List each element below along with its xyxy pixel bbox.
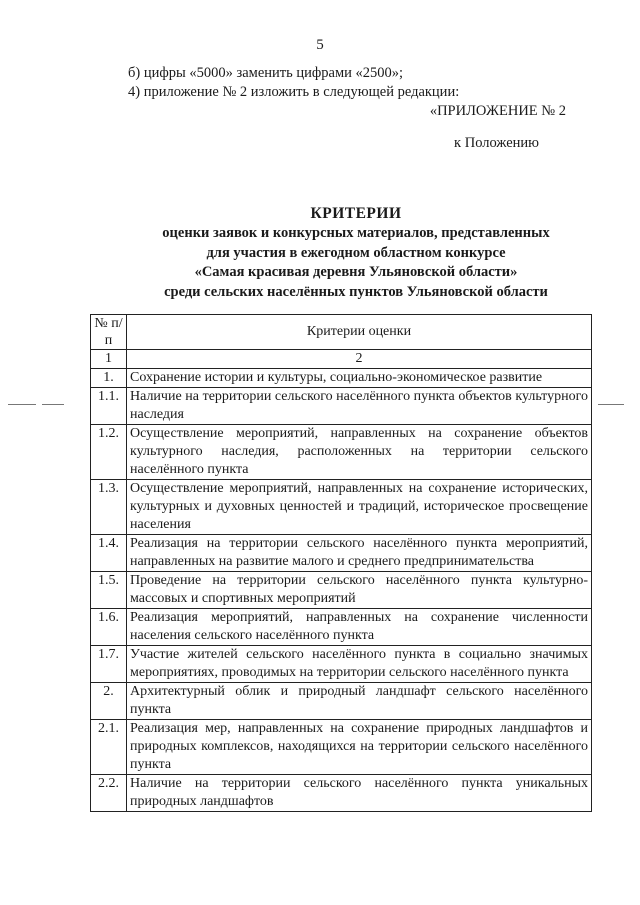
row-criterion: Реализация мер, направленных на сохранение природных ландшафтов и природных комплексов, находящихся на территории сельского населённого пункта xyxy=(127,720,592,775)
scan-margin-mark xyxy=(598,404,624,405)
row-number: 1.7. xyxy=(91,646,127,683)
row-number: 1. xyxy=(91,369,127,388)
row-number: 1.5. xyxy=(91,572,127,609)
page-number: 5 xyxy=(316,37,324,53)
criteria-subtitle-line: «Самая красивая деревня Ульяновской области» xyxy=(194,264,518,280)
amendment-line-4: 4) приложение № 2 изложить в следующей редакции: xyxy=(128,84,460,100)
row-number: 2.1. xyxy=(91,720,127,775)
row-criterion: Проведение на территории сельского населённого пункта культурно-массовых и спортивных мероприятий xyxy=(127,572,592,609)
criteria-table xyxy=(90,314,592,812)
to-regulation-label: к Положению xyxy=(454,135,539,151)
row-number: 1.1. xyxy=(91,388,127,425)
table-row xyxy=(91,720,592,775)
row-criterion: Архитектурный облик и природный ландшафт сельского населённого пункта xyxy=(127,683,592,720)
row-number: 1.2. xyxy=(91,425,127,480)
table-row xyxy=(91,388,592,425)
row-criterion: Реализация на территории сельского населённого пункта мероприятий, направленных на развитие малого и среднего предпринимательства xyxy=(127,535,592,572)
column-number-row xyxy=(91,350,592,369)
table-row xyxy=(91,683,592,720)
row-criterion: Участие жителей сельского населённого пункта в социально значимых мероприятиях, проводимых на территории сельского населённого пункта xyxy=(127,646,592,683)
table-row xyxy=(91,480,592,535)
criteria-title-block xyxy=(0,204,640,302)
criteria-subtitle-line: среди сельских населённых пунктов Ульяновской области xyxy=(164,283,548,300)
table-row xyxy=(91,646,592,683)
scan-margin-mark xyxy=(42,404,64,405)
header-number-cell: № п/п xyxy=(91,315,127,350)
table-row xyxy=(91,609,592,646)
row-criterion: Наличие на территории сельского населённого пункта уникальных природных ландшафтов xyxy=(127,775,592,812)
amendment-line-b: б) цифры «5000» заменить цифрами «2500»; xyxy=(128,65,404,81)
criteria-subtitle-line: оценки заявок и конкурсных материалов, представленных xyxy=(162,225,550,241)
table-row xyxy=(91,425,592,480)
row-criterion: Наличие на территории сельского населённого пункта объектов культурного наследия xyxy=(127,388,592,425)
row-number: 1.3. xyxy=(91,480,127,535)
column-number-2: 2 xyxy=(127,350,592,369)
appendix-label: «ПРИЛОЖЕНИЕ № 2 xyxy=(429,103,566,119)
header-criteria-cell: Критерии оценки xyxy=(127,315,592,350)
row-criterion: Реализация мероприятий, направленных на сохранение численности населения сельского населённого пункта xyxy=(127,609,592,646)
table-row xyxy=(91,775,592,812)
row-number: 1.6. xyxy=(91,609,127,646)
table-header-row xyxy=(91,315,592,350)
row-number: 1.4. xyxy=(91,535,127,572)
column-number-1: 1 xyxy=(91,350,127,369)
criteria-subtitle-line: для участия в ежегодном областном конкурсе xyxy=(206,244,506,261)
row-criterion: Осуществление мероприятий, направленных на сохранение исторических, культурных и духовных ценностей и традиций, историческое просвещение населения xyxy=(127,480,592,535)
row-number: 2. xyxy=(91,683,127,720)
row-criterion: Осуществление мероприятий, направленных на сохранение объектов культурного наследия, расположенных на территории сельского населённого пункта xyxy=(127,425,592,480)
table-row xyxy=(91,369,592,388)
table-row xyxy=(91,572,592,609)
table-row xyxy=(91,535,592,572)
scan-margin-mark xyxy=(8,404,36,405)
row-criterion: Сохранение истории и культуры, социально-экономическое развитие xyxy=(127,369,592,388)
criteria-heading: КРИТЕРИИ xyxy=(310,205,402,222)
row-number: 2.2. xyxy=(91,775,127,812)
